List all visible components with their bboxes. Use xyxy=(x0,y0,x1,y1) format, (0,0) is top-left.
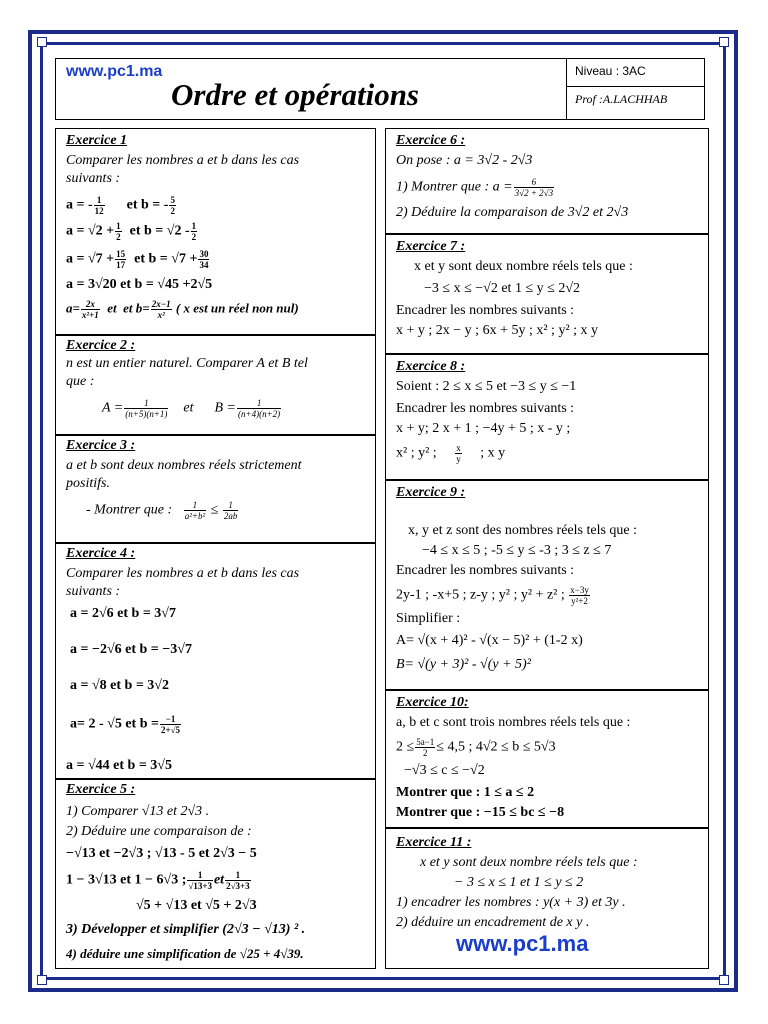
exercise-title: Exercice 4 : xyxy=(66,546,136,561)
exercise-6 xyxy=(385,128,709,234)
math-line: 2) Déduire la comparaison de 3√2 et 2√3 xyxy=(396,205,629,220)
exercise-1 xyxy=(55,128,376,335)
exercise-title: Exercice 3 : xyxy=(66,438,136,453)
text-line: suivants : xyxy=(66,171,121,186)
exercise-5 xyxy=(55,779,376,969)
exercise-title: Exercice 1 xyxy=(66,133,128,148)
text-line: Encadrer les nombres suivants : xyxy=(396,401,575,416)
exercise-4 xyxy=(55,543,376,779)
math-line: Montrer que : −15 ≤ bc ≤ −8 xyxy=(396,805,565,820)
math-line: a = 3√20 et b = √45 +2√5 xyxy=(66,277,213,292)
exercise-title: Exercice 10: xyxy=(396,695,469,710)
math-line: 1) encadrer les nombres : y(x + 3) et 3y . xyxy=(396,895,626,910)
text-line: x et y sont deux nombre réels tels que : xyxy=(420,855,638,870)
header xyxy=(55,58,705,120)
math-line: 2y-1 ; -x+5 ; z-y ; y² ; y² + z² ; $\frac{x-3y}{\text{y²+2}}$ xyxy=(396,585,589,606)
text-line: n est un entier naturel. Comparer A et B tel xyxy=(66,356,308,371)
frame-corner xyxy=(719,37,729,47)
text-line: a, b et c sont trois nombres réels tels que : xyxy=(396,715,631,730)
math-line: On pose : a = 3√2 - 2√3 xyxy=(396,153,533,168)
frame-corner xyxy=(37,37,47,47)
exercise-title: Exercice 2 : xyxy=(66,338,136,353)
header-info xyxy=(566,59,705,119)
level-label: Niveau : 3AC xyxy=(567,59,705,87)
text-line: Comparer les nombres a et b dans les cas xyxy=(66,153,300,168)
text-line: 2) Déduire une comparaison de : xyxy=(66,824,252,839)
exercise-3 xyxy=(55,435,376,543)
math-line: a = - $\frac{1}{12}$ et b = - $\frac{5}{2}$ xyxy=(66,195,175,216)
exercise-title: Exercice 7 : xyxy=(396,239,466,254)
math-line: x + y ; 2x − y ; 6x + 5y ; x² ; y² ; x y xyxy=(396,323,599,338)
math-line: A= √(x + 4)² - √(x − 5)² + (1-2 x) xyxy=(396,633,583,648)
math-line: 2 ≤ $\frac{5a-1}{2}$ ≤ 4,5 ; 4√2 ≤ b ≤ 5√3 xyxy=(396,737,556,758)
math-line: 2) déduire un encadrement de x y . xyxy=(396,915,590,930)
math-line: A = $\frac{1}{(n+5)(n+1)}$ et B = $\frac{1}{(n+4)(n+2)}$ xyxy=(102,398,281,419)
exercise-title: Exercice 6 : xyxy=(396,133,466,148)
math-line: √5 + √13 et √5 + 2√3 xyxy=(136,898,257,913)
math-line: 3) Développer et simplifier (2√3 − √13) ² . xyxy=(66,922,306,937)
text-line: positifs. xyxy=(66,476,110,491)
exercise-title: Exercice 9 : xyxy=(396,485,466,500)
text-line: 1) Comparer √13 et 2√3 . xyxy=(66,804,210,819)
math-line: −√3 ≤ c ≤ −√2 xyxy=(404,763,485,778)
math-line: a= $\frac{2x}{\text{x²+1}}$ et et b= $\frac{2x-1}{\text{x²}}$ ( x est un réel non nul) xyxy=(66,299,299,320)
page-title: Ordre et opérations xyxy=(171,77,419,112)
frame-corner xyxy=(719,975,729,985)
exercise-10 xyxy=(385,690,709,828)
text-line: Encadrer les nombres suivants : xyxy=(396,563,575,578)
exercise-7 xyxy=(385,234,709,354)
teacher-label: Prof :A.LACHHAB xyxy=(575,92,668,106)
math-line: 1) Montrer que : a = $\frac{6}{3√2 + 2√3}$ xyxy=(396,177,554,198)
exercise-8 xyxy=(385,354,709,480)
frame-corner xyxy=(37,975,47,985)
math-line: − 3 ≤ x ≤ 1 et 1 ≤ y ≤ 2 xyxy=(454,875,584,890)
text-line: x et y sont deux nombre réels tels que : xyxy=(414,259,633,274)
math-line: a = √44 et b = 3√5 xyxy=(66,758,172,773)
math-line: a= 2 - √5 et b = $\frac{-1}{2+√5}$ xyxy=(70,714,181,735)
math-line: −4 ≤ x ≤ 5 ; -5 ≤ y ≤ -3 ; 3 ≤ z ≤ 7 xyxy=(422,543,612,558)
math-line: a = √8 et b = 3√2 xyxy=(70,678,169,693)
site-link[interactable]: www.pc1.ma xyxy=(66,63,163,80)
math-line: 1 − 3√13 et 1 − 6√3 ; $\frac{1}{√13+3}$ et $\frac{1}{2√3+3}$ xyxy=(66,870,250,891)
math-line: Montrer que : 1 ≤ a ≤ 2 xyxy=(396,785,535,800)
math-line: a = −2√6 et b = −3√7 xyxy=(70,642,192,657)
site-link[interactable]: www.pc1.ma xyxy=(456,931,589,956)
text-line: suivants : xyxy=(66,584,121,599)
math-line: - Montrer que : $\frac{1}{\text{a²+b²}}$ ≤ $\frac{1}{2ab}$ xyxy=(86,500,238,521)
math-line: a = √7 + $\frac{15}{17}$ et b = √7 + $\frac{30}{34}$ xyxy=(66,249,209,270)
exercise-title: Exercice 11 : xyxy=(396,835,472,850)
exercise-2 xyxy=(55,335,376,435)
exercise-title: Exercice 5 : xyxy=(66,782,136,797)
math-line: a = √2 + $\frac{1}{2}$ et b = √2 - $\frac{1}{2}$ xyxy=(66,221,197,242)
math-line: x + y; 2 x + 1 ; −4y + 5 ; x - y ; xyxy=(396,421,571,436)
math-line: −√13 et −2√3 ; √13 - 5 et 2√3 − 5 xyxy=(66,846,257,861)
exercise-11 xyxy=(385,828,709,969)
text-line: x, y et z sont des nombres réels tels que : xyxy=(408,523,638,538)
math-line: −3 ≤ x ≤ −√2 et 1 ≤ y ≤ 2√2 xyxy=(424,281,580,296)
text-line: Comparer les nombres a et b dans les cas xyxy=(66,566,300,581)
math-line: Soient : 2 ≤ x ≤ 5 et −3 ≤ y ≤ −1 xyxy=(396,379,577,394)
math-line: 4) déduire une simplification de √25 + 4√39. xyxy=(66,946,304,961)
math-line: x² ; y² ; $\frac{x}{y}$ ; x y xyxy=(396,443,506,464)
text-line: que : xyxy=(66,374,95,389)
text-line: a et b sont deux nombres réels strictement xyxy=(66,458,302,473)
text-line: Simplifier : xyxy=(396,611,461,626)
text-line: Encadrer les nombres suivants : xyxy=(396,303,575,318)
exercise-title: Exercice 8 : xyxy=(396,359,466,374)
math-line: a = 2√6 et b = 3√7 xyxy=(70,606,176,621)
exercise-9 xyxy=(385,480,709,690)
math-line: B= √(y + 3)² - √(y + 5)² xyxy=(396,657,531,672)
